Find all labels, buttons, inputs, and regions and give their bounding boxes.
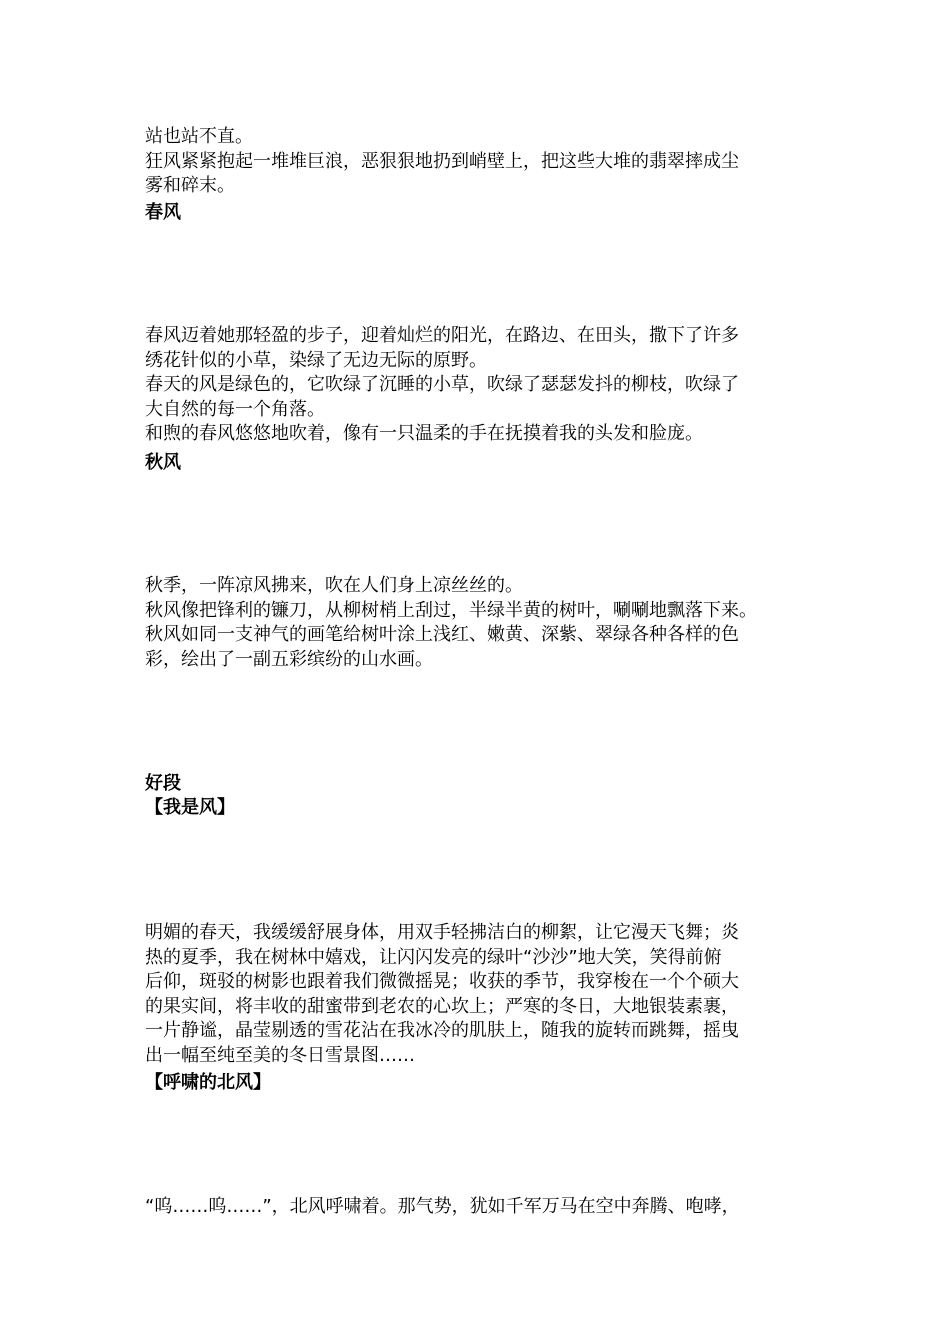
text-line: 后仰，斑驳的树影也跟着我们微微摇晃；收获的季节，我穿梭在一个个硕大 — [145, 971, 739, 992]
spring-heading-block — [145, 201, 810, 225]
spring-paragraphs — [145, 324, 810, 447]
autumn-heading: 秋风 — [145, 452, 181, 473]
wind-section-paragraphs — [145, 921, 810, 1068]
text-line: 出一幅至纯至美的冬日雪景图…… — [145, 1044, 415, 1066]
text-line: 绣花针似的小草，染绿了无边无际的原野。 — [145, 349, 487, 371]
text-line: 大自然的每一个角落。 — [145, 398, 325, 420]
north-wind-paragraphs — [145, 1195, 810, 1220]
spring-heading: 春风 — [145, 202, 181, 223]
text-line: 的果实间，将丰收的甜蜜带到老农的心坎上；严寒的冬日，大地银装素裹， — [145, 995, 739, 1017]
north-wind-heading-block — [145, 1071, 810, 1095]
text-line: 春风迈着她那轻盈的步子，迎着灿烂的阳光，在路边、在田头，撒下了许多 — [145, 325, 739, 346]
text-line: 和煦的春风悠悠地吹着，像有一只温柔的手在抚摸着我的头发和脸庞。 — [145, 423, 703, 444]
good-paragraphs-heading-block — [145, 772, 810, 820]
wind-section-heading: 【我是风】 — [145, 797, 235, 818]
text-line: 狂风紧紧抱起一堆堆巨浪，恶狠狠地扔到峭壁上，把这些大堆的翡翠摔成尘 — [145, 150, 739, 172]
text-line: 雾和碎末。 — [145, 175, 235, 196]
text-line: 站也站不直。 — [145, 126, 253, 147]
text-line: 彩，绘出了一副五彩缤纷的山水画。 — [145, 648, 433, 670]
text-line: 一片静谧，晶莹剔透的雪花沾在我冰冷的肌肤上，随我的旋转而跳舞，摇曳 — [145, 1020, 739, 1041]
text-line: 明媚的春天，我缓缓舒展身体，用双手轻拂洁白的柳絮，让它漫天飞舞；炎 — [145, 922, 739, 943]
text-line: “呜……呜……”，北风呼啸着。那气势，犹如千军万马在空中奔腾、咆哮， — [145, 1196, 740, 1217]
autumn-paragraphs — [145, 574, 810, 672]
text-line: 秋风像把锋利的镰刀，从柳树梢上刮过，半绿半黄的树叶，唰唰地飘落下来。 — [145, 599, 757, 621]
intro-paragraphs — [145, 125, 810, 199]
text-line: 春天的风是绿色的，它吹绿了沉睡的小草，吹绿了瑟瑟发抖的柳枝，吹绿了 — [145, 374, 739, 395]
text-line: 秋风如同一支神气的画笔给树叶涂上浅红、嫩黄、深紫、翠绿各种各样的色 — [145, 624, 739, 645]
autumn-heading-block — [145, 451, 810, 475]
text-line: 热的夏季，我在树林中嬉戏，让闪闪发亮的绿叶“沙沙”地大笑，笑得前俯 — [145, 946, 722, 968]
north-wind-section-heading: 【呼啸的北风】 — [145, 1072, 271, 1093]
text-line: 秋季，一阵凉风拂来，吹在人们身上凉丝丝的。 — [145, 575, 523, 596]
good-paragraphs-heading: 好段 — [145, 773, 181, 794]
